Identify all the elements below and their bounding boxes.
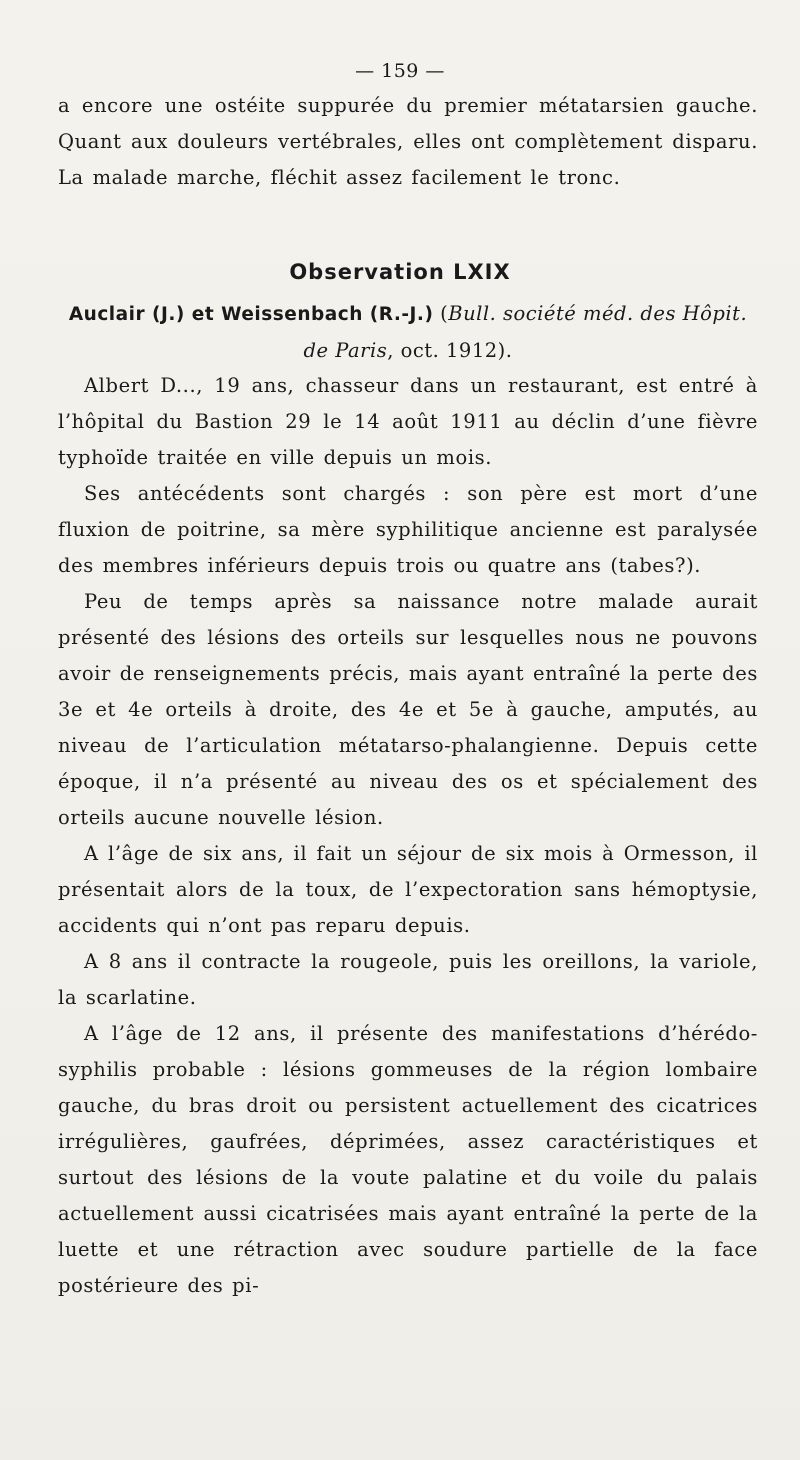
body-paragraph: A 8 ans il contracte la rougeole, puis les oreillons, la variole, la scarlatine. — [58, 950, 758, 1009]
continuation-paragraph: a encore une ostéite suppurée du premier métatarsien gauche. Quant aux douleurs vertébrales, elles ont complètement disparu. La malade marche, fléchit assez facilement le tronc. — [58, 94, 758, 189]
citation-authors: Auclair (J.) et Weissenbach (R.-J.) — [68, 304, 434, 325]
citation-open: ( — [433, 302, 449, 325]
citation-date: , oct. 1912). — [387, 339, 513, 362]
body-paragraph: Albert D..., 19 ans, chasseur dans un restaurant, est entré à l’hôpital du Bastion 29 le 14 août 1911 au déclin d’une fièvre typhoïde traitée en ville depuis un mois. — [58, 374, 758, 469]
body-paragraph: Ses antécédents sont chargés : son père est mort d’une fluxion de poitrine, sa mère syphilitique ancienne est paralysée des membres inférieurs depuis trois ou quatre ans (tabes?). — [58, 482, 758, 577]
body-paragraph: Peu de temps après sa naissance notre malade aurait présenté des lésions des orteils sur lesquelles nous ne pouvons avoir de renseignements précis, mais ayant entraîné la perte des 3e et 4e orteils à droite, des 4e et 5e à gauche, amputés, au niveau de l’articulation métatarso-phalangienne. Depuis cette époque, il n’a présenté au niveau des os et spécialement des orteils aucune nouvelle lésion. — [58, 590, 758, 829]
body-paragraph: A l’âge de six ans, il fait un séjour de six mois à Ormesson, il présentait alors de la toux, de l’expectoration sans hémoptysie, accidents qui n’ont pas reparu depuis. — [58, 842, 758, 937]
observation-title: Observation LXIX — [289, 260, 511, 284]
citation-journal: Bull. société méd. des Hôpit. de Paris — [303, 302, 748, 362]
observation-citation — [58, 296, 758, 369]
body-paragraph: A l’âge de 12 ans, il présente des manifestations d’hérédo-syphilis probable : lésions gommeuses de la région lombaire gauche, du bras droit ou persistent actuellement des cicatrices irrégulières, gaufrées, déprimées, assez caractéristiques et surtout des lésions de la voute palatine et du voile du palais actuellement aussi cicatrisées mais ayant entraîné la perte de la luette et une rétraction avec soudure partielle de la face postérieure des pi- — [58, 1022, 758, 1297]
observation-body — [58, 368, 758, 1304]
page-number: — 159 — — [355, 60, 445, 82]
